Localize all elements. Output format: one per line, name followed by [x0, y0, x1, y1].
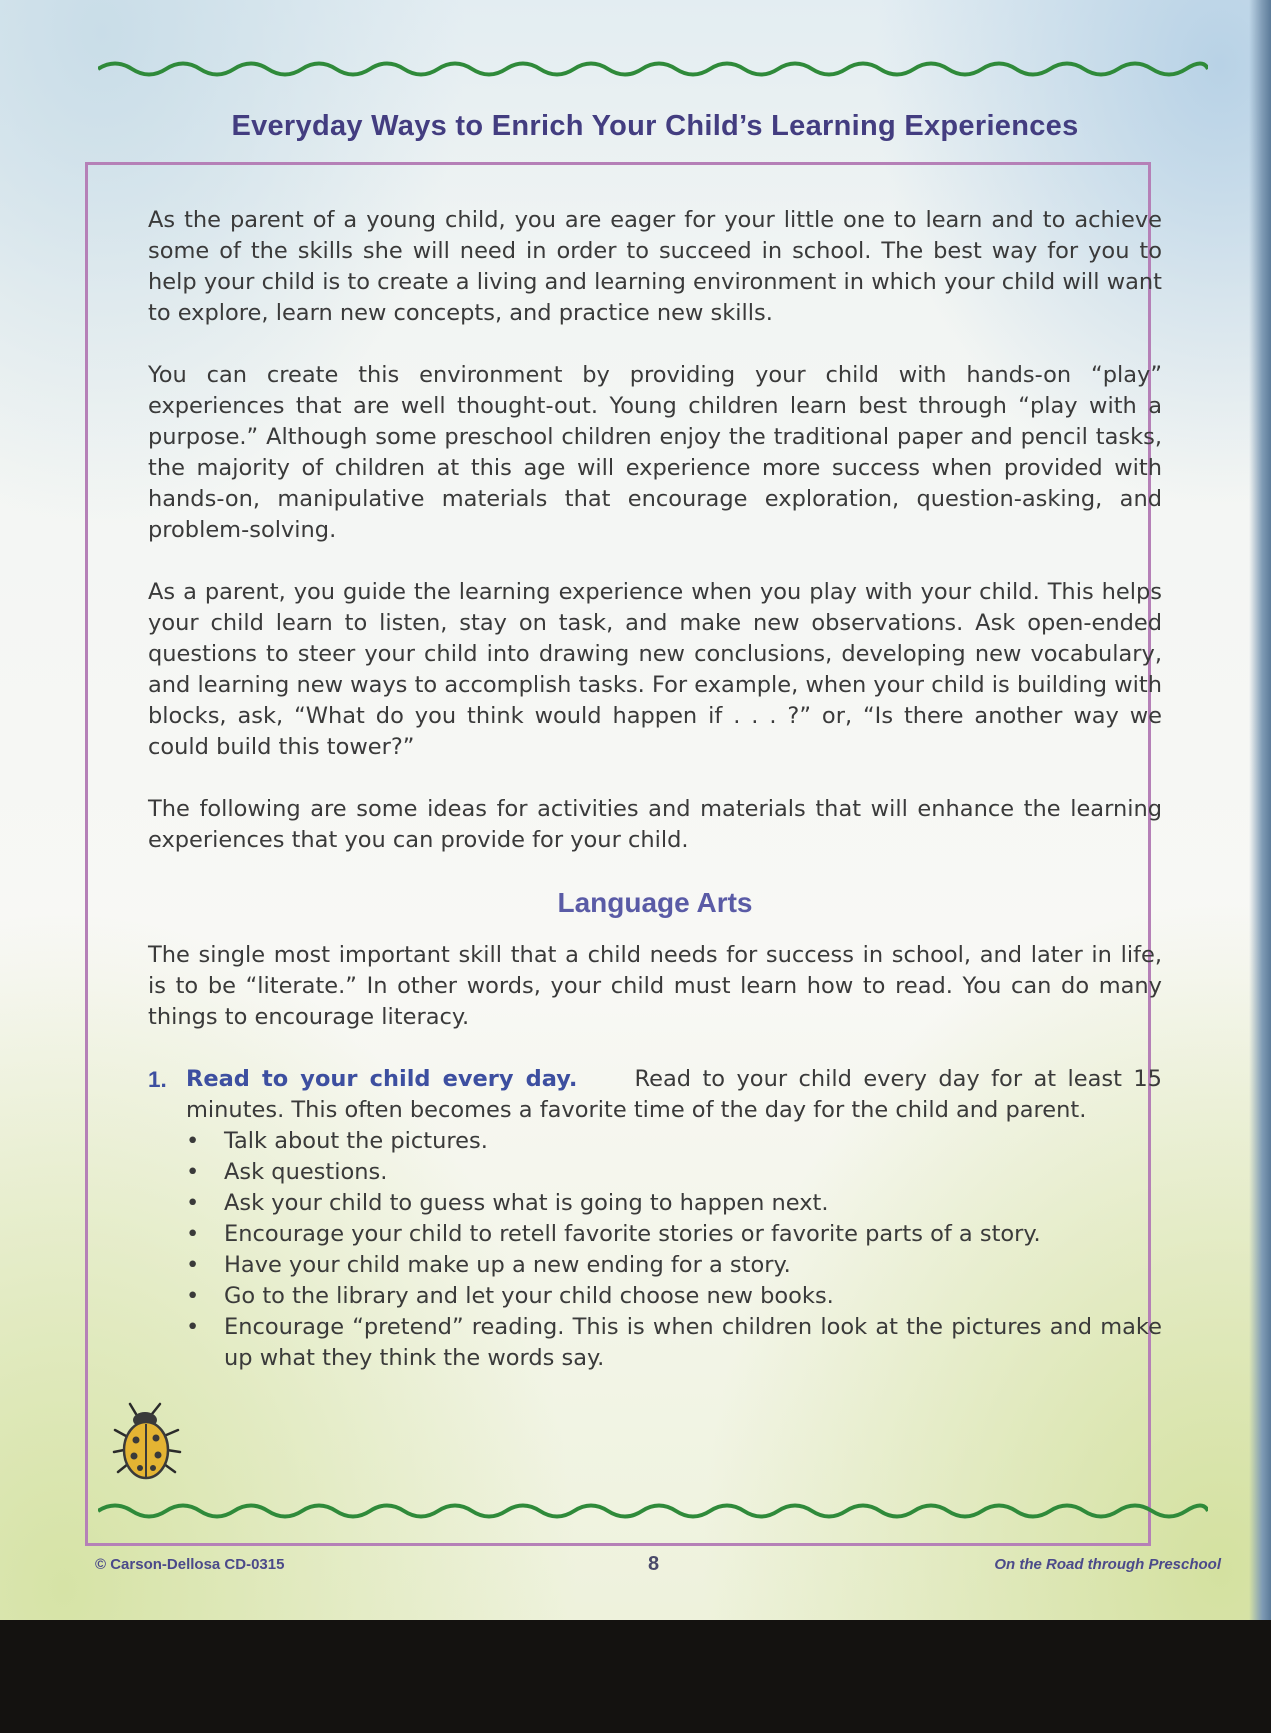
- list-item: • Have your child make up a new ending for a story.: [186, 1252, 791, 1278]
- paragraph-3: As a parent, you guide the learning experience when you play with your child. This helps your child learn to listen, stay on task, and make new observations. Ask open-ended questions to steer your child into drawing new conclusions, developing new vocabulary, and learning new ways to accomplish tasks. For example, when your child is building with blocks, ask, “What do you think would happen if . . . ?” or, “Is there another way we could build this tower?”: [148, 579, 1162, 760]
- list-item: • Ask questions.: [186, 1159, 388, 1185]
- list-item: • Talk about the pictures.: [186, 1128, 488, 1154]
- section-heading: Language Arts: [557, 887, 753, 918]
- top-wave-border: [98, 58, 1208, 80]
- list-item: • Ask your child to guess what is going to happen next.: [186, 1190, 829, 1216]
- page-edge-shadow: [1249, 0, 1271, 1620]
- paragraph-1: As the parent of a young child, you are eager for your little one to learn and to achieve some of the skills she will need in order to succeed in school. The best way for you to help your child is to create a living and learning environment in which your child will want to explore, learn new concepts, and practice new skills.: [148, 207, 1162, 326]
- numbered-item-1: [148, 1064, 1162, 1374]
- ladybug-icon: [112, 1400, 188, 1482]
- footer-book-title: On the Road through Preschool: [994, 1556, 1221, 1573]
- page-title: Everyday Ways to Enrich Your Child’s Learning Experiences: [231, 110, 1079, 142]
- section-intro: The single most important skill that a child needs for success in school, and later in life, is to be “literate.” In other words, your child must learn how to read. You can do many things to encourage literacy.: [148, 942, 1162, 1030]
- item-number: 1.: [148, 1067, 167, 1092]
- footer-copyright: © Carson-Dellosa CD-0315: [95, 1556, 285, 1573]
- item-text: Read to your child every day for at least 15 minutes. This often becomes a favorite time of the day for the child and parent.: [186, 1066, 1162, 1123]
- bottom-wave-border: [98, 1500, 1208, 1522]
- list-item: • Go to the library and let your child choose new books.: [186, 1283, 834, 1309]
- paragraph-4: The following are some ideas for activities and materials that will enhance the learning experiences that you can provide for your child.: [148, 796, 1162, 853]
- page-number: 8: [648, 1553, 660, 1575]
- bullet-list: [186, 1126, 1162, 1374]
- item-title: Read to your child every day.: [186, 1066, 578, 1092]
- content-body: [148, 205, 1162, 1374]
- list-item: • Encourage “pretend” reading. This is when children look at the pictures and make up what they think the words say.: [186, 1314, 1162, 1371]
- list-item: • Encourage your child to retell favorite stories or favorite parts of a story.: [186, 1221, 1041, 1247]
- paragraph-2: You can create this environment by providing your child with hands-on “play” experiences that are well thought-out. Young children learn best through “play with a purpose.” Although some preschool children enjoy the traditional paper and pencil tasks, the majority of children at this age will experience more success when provided with hands-on, manipulative materials that encourage exploration, question-asking, and problem-solving.: [148, 362, 1162, 543]
